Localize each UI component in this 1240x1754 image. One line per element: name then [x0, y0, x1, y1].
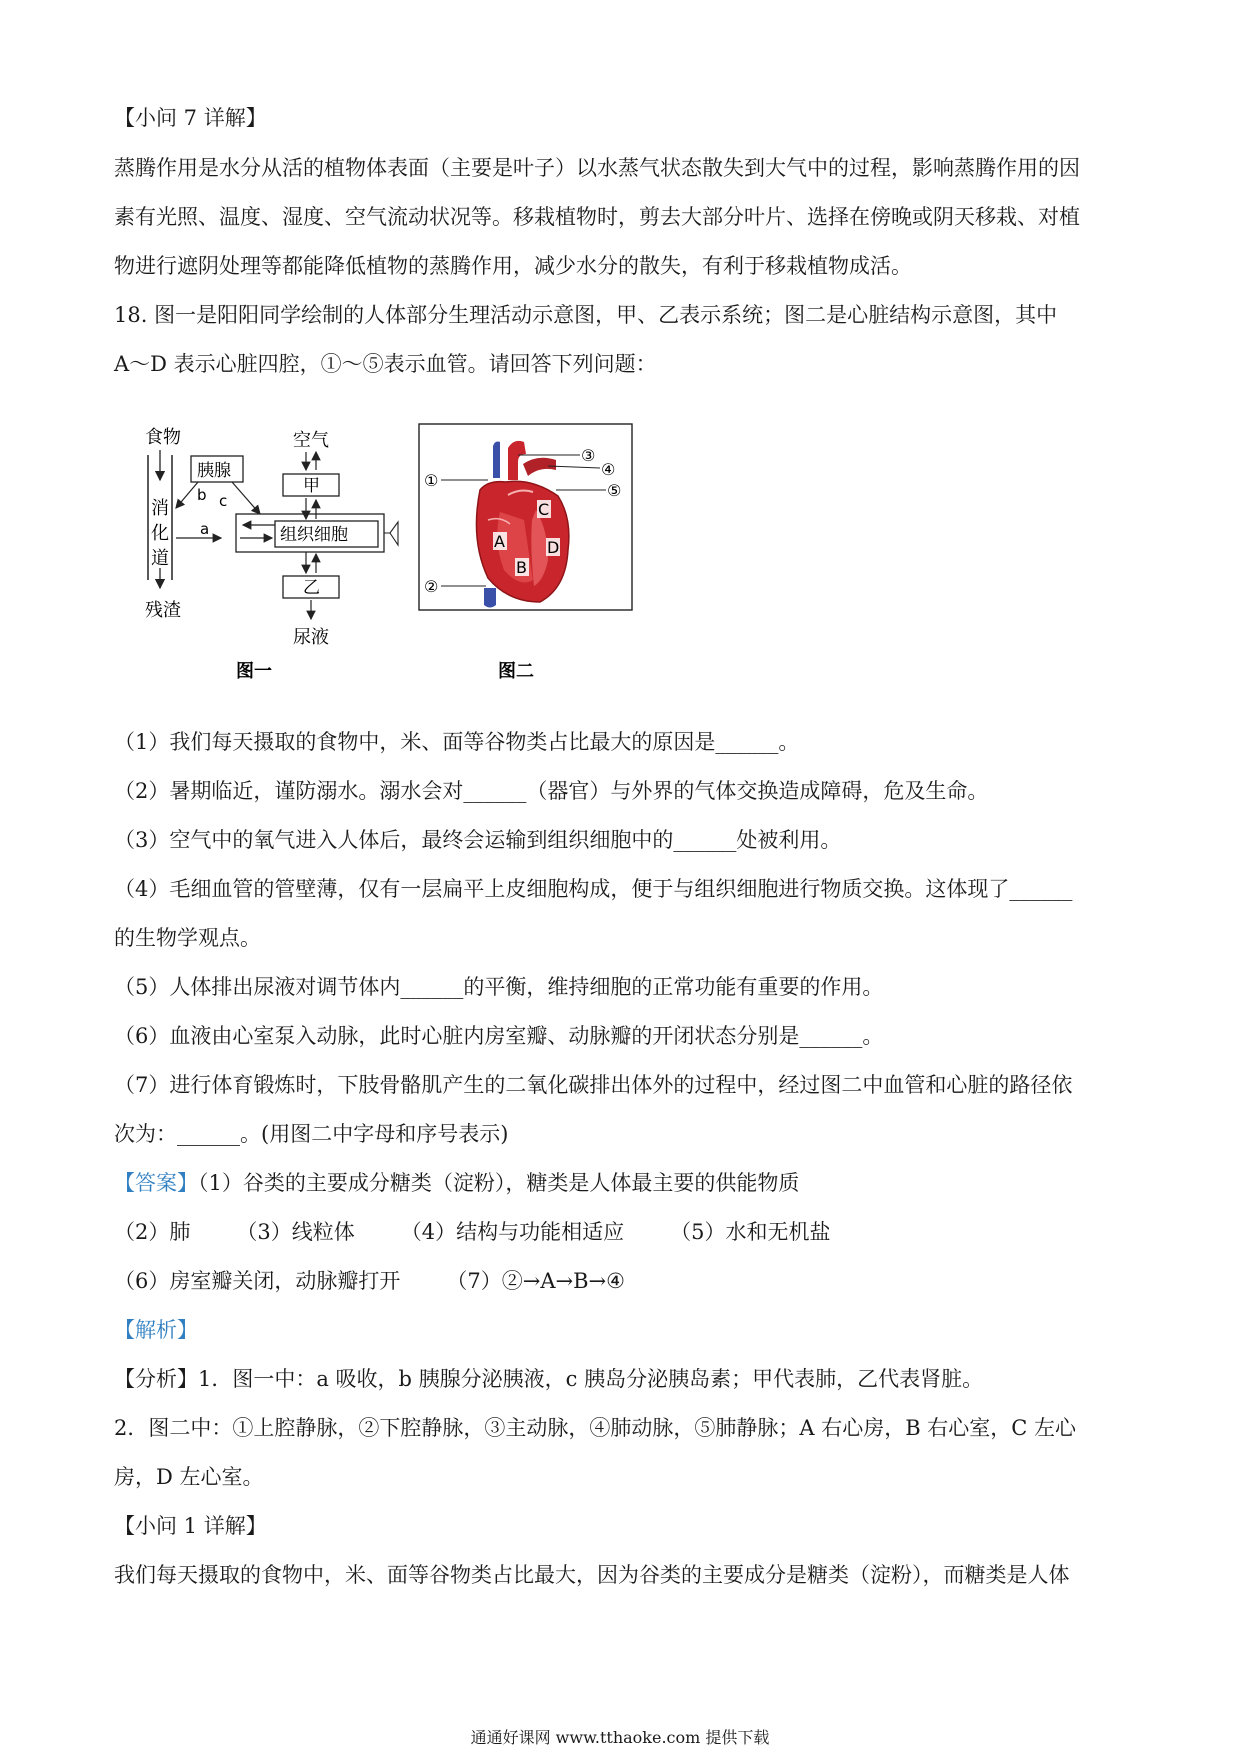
label-c: c: [219, 492, 228, 510]
yi-label: 乙: [303, 578, 320, 598]
answer-line: [114, 1217, 1134, 1247]
vessel-label-4: ④: [601, 460, 616, 479]
subquestion-line: （1）我们每天摄取的食物中，米、面等谷物类占比最大的原因是______。: [114, 730, 800, 754]
paragraph-line: 素有光照、温度、湿度、空气流动状况等。移栽植物时，剪去大部分叶片、选择在傍晚或阴天移栽、对植: [114, 205, 1080, 229]
vessel-label-5: ⑤: [607, 481, 622, 500]
pancreas-label: 胰腺: [197, 461, 231, 481]
paragraph-line: 蒸腾作用是水分从活的植物体表面（主要是叶子）以水蒸气状态散失到大气中的过程，影响蒸腾作用的因: [114, 156, 1080, 180]
subquestion-line: 的生物学观点。: [114, 926, 261, 950]
paragraph-line: 我们每天摄取的食物中，米、面等谷物类占比最大，因为谷类的主要成分是糖类（淀粉），而糖类是人体: [114, 1563, 1070, 1587]
analysis-line: 房，D 左心室。: [114, 1465, 264, 1489]
chamber-C: C: [538, 500, 550, 519]
answer-line: [114, 1168, 1134, 1198]
subquestion-line: （5）人体排出尿液对调节体内______的平衡，维持细胞的正常功能有重要的作用。: [114, 975, 884, 999]
answer-7: （7）②→A→B→④: [446, 1269, 625, 1293]
food-label: 食物: [145, 427, 181, 448]
answer-3: （3）线粒体: [236, 1220, 355, 1244]
figure-2-heart-diagram: [419, 424, 632, 682]
chamber-D: D: [547, 538, 560, 557]
vessel-label-2: ②: [424, 577, 439, 596]
answer-2: （2）肺: [114, 1220, 191, 1244]
answer-line: [114, 1266, 1134, 1296]
chamber-B: B: [516, 558, 527, 577]
answer-tag: 【答案】: [114, 1171, 198, 1195]
tract-char: 消: [151, 498, 169, 519]
subquestion-7-heading: 【小问 7 详解】: [114, 106, 267, 130]
figure-area: [128, 420, 648, 685]
answer-1: （1）谷类的主要成分糖类（淀粉），糖类是人体最主要的供能物质: [198, 1171, 800, 1195]
subquestion-line: （6）血液由心室泵入动脉，此时心脏内房室瓣、动脉瓣的开闭状态分别是______。: [114, 1024, 884, 1048]
paragraph-line: 物进行遮阴处理等都能降低植物的蒸腾作用，减少水分的散失，有利于移栽植物成活。: [114, 254, 912, 278]
question-18-stem: A～D 表示心脏四腔，①～⑤表示血管。请回答下列问题：: [114, 352, 657, 376]
vessel-label-1: ①: [424, 471, 439, 490]
answer-5: （5）水和无机盐: [670, 1220, 831, 1244]
analysis-line: 【分析】1．图一中：a 吸收，b 胰腺分泌胰液，c 胰岛分泌胰岛素；甲代表肺，乙代表肾脏。: [114, 1367, 984, 1391]
subquestion-1-heading: 【小问 1 详解】: [114, 1514, 267, 1538]
vessel-label-3: ③: [581, 446, 596, 465]
subquestion-line: 次为：______。(用图二中字母和序号表示): [114, 1122, 509, 1146]
page-footer: 通通好课网 www.tthaoke.com 提供下载: [470, 1728, 770, 1747]
tract-char: 道: [151, 548, 169, 569]
label-b: b: [197, 486, 207, 504]
tissue-cell-label: 组织细胞: [280, 525, 348, 545]
urine-label: 尿液: [293, 627, 329, 648]
label-a: a: [200, 520, 210, 538]
subquestion-line: （7）进行体育锻炼时，下肢骨骼肌产生的二氧化碳排出体外的过程中，经过图二中血管和心脏的路径依: [114, 1073, 1073, 1097]
jia-label: 甲: [303, 476, 320, 496]
tract-char: 化: [151, 523, 169, 544]
subquestion-line: （2）暑期临近，谨防溺水。溺水会对______（器官）与外界的气体交换造成障碍，危及生命。: [114, 779, 989, 803]
chamber-A: A: [494, 532, 505, 551]
question-18-stem: 18. 图一是阳阳同学绘制的人体部分生理活动示意图，甲、乙表示系统；图二是心脏结构示意图，其中: [114, 303, 1058, 327]
analysis-tag: 【解析】: [114, 1318, 198, 1342]
analysis-line: 2．图二中：①上腔静脉，②下腔静脉，③主动脉，④肺动脉，⑤肺静脉；A 右心房，B 右心室，C 左心: [114, 1416, 1077, 1440]
figure-1-diagram: [145, 427, 398, 682]
figure-1-caption: 图一: [236, 661, 272, 682]
subquestion-line: （3）空气中的氧气进入人体后，最终会运输到组织细胞中的______处被利用。: [114, 828, 842, 852]
answer-6: （6）房室瓣关闭，动脉瓣打开: [114, 1269, 401, 1293]
air-label: 空气: [293, 430, 329, 451]
subquestion-line: （4）毛细血管的管壁薄，仅有一层扁平上皮细胞构成，便于与组织细胞进行物质交换。这体现了______: [114, 877, 1073, 901]
residue-label: 残渣: [145, 600, 181, 621]
answer-4: （4）结构与功能相适应: [400, 1220, 625, 1244]
figure-2-caption: 图二: [498, 661, 534, 682]
